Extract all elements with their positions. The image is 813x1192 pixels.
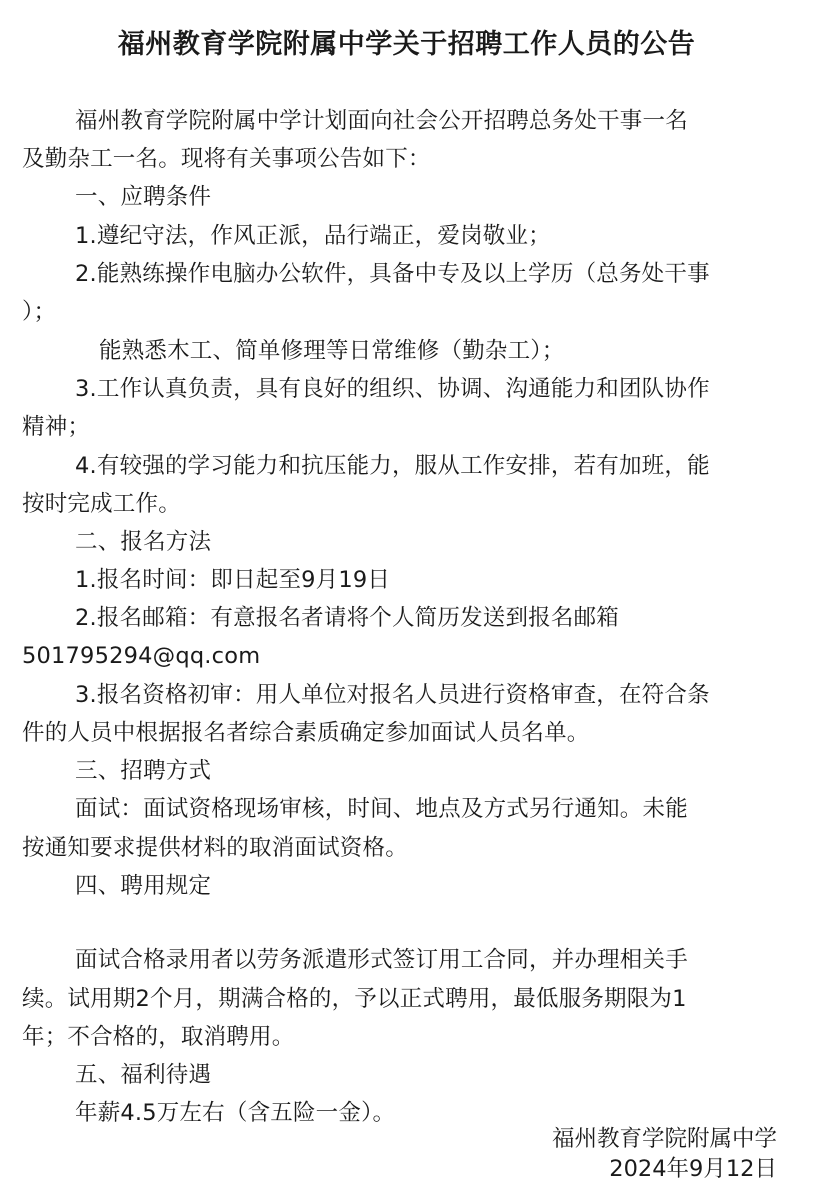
section4-line1: 面试合格录用者以劳务派遣形式签订用工合同，并办理相关手	[75, 947, 688, 973]
section5-heading: 五、福利待遇	[75, 1062, 212, 1088]
section1-heading: 一、应聘条件	[75, 184, 212, 210]
section1-item2-line2: ）；	[22, 299, 57, 325]
signature-date: 2024年9月12日	[609, 1156, 777, 1182]
section2-item3-line2: 件的人员中根据报名者综合素质确定参加面试人员名单。	[22, 720, 590, 746]
document-title: 福州教育学院附属中学关于招聘工作人员的公告	[117, 29, 696, 60]
intro-line-2: 及勤杂工一名。现将有关事项公告如下：	[22, 146, 431, 172]
section1-item2-line3: 能熟悉木工、简单修理等日常维修（勤杂工）；	[99, 338, 565, 364]
section2-item3-line1: 3.报名资格初审：用人单位对报名人员进行资格审查，在符合条	[75, 682, 710, 708]
section4-line3: 年；不合格的，取消聘用。	[22, 1024, 295, 1050]
section4-line2: 续。试用期2个月，期满合格的，予以正式聘用，最低服务期限为1	[22, 986, 687, 1012]
section1-item3-line2: 精神；	[22, 414, 91, 440]
section5-line1: 年薪4.5万左右（含五险一金）。	[75, 1100, 396, 1126]
section4-heading: 四、聘用规定	[75, 873, 212, 899]
section3-line2: 按通知要求提供材料的取消面试资格。	[22, 835, 408, 861]
section1-item3-line1: 3.工作认真负责，具有良好的组织、协调、沟通能力和团队协作	[75, 376, 710, 402]
signature-org: 福州教育学院附属中学	[551, 1126, 777, 1152]
section3-line1: 面试：面试资格现场审核，时间、地点及方式另行通知。未能	[75, 796, 688, 822]
section1-item4-line2: 按时完成工作。	[22, 491, 181, 517]
section2-item1: 1.报名时间：即日起至9月19日	[75, 567, 391, 593]
section3-heading: 三、招聘方式	[75, 758, 212, 784]
section2-email: 501795294@qq.com	[22, 643, 261, 669]
section1-item4-line1: 4.有较强的学习能力和抗压能力，服从工作安排，若有加班，能	[75, 453, 710, 479]
intro-line-1: 福州教育学院附属中学计划面向社会公开招聘总务处干事一名	[75, 108, 688, 134]
section1-item1: 1.遵纪守法，作风正派，品行端正，爱岗敬业；	[75, 223, 551, 249]
section2-heading: 二、报名方法	[75, 529, 212, 555]
section1-item2-line1: 2.能熟练操作电脑办公软件，具备中专及以上学历（总务处干事	[75, 261, 710, 287]
section2-item2-line1: 2.报名邮箱：有意报名者请将个人简历发送到报名邮箱	[75, 605, 619, 631]
